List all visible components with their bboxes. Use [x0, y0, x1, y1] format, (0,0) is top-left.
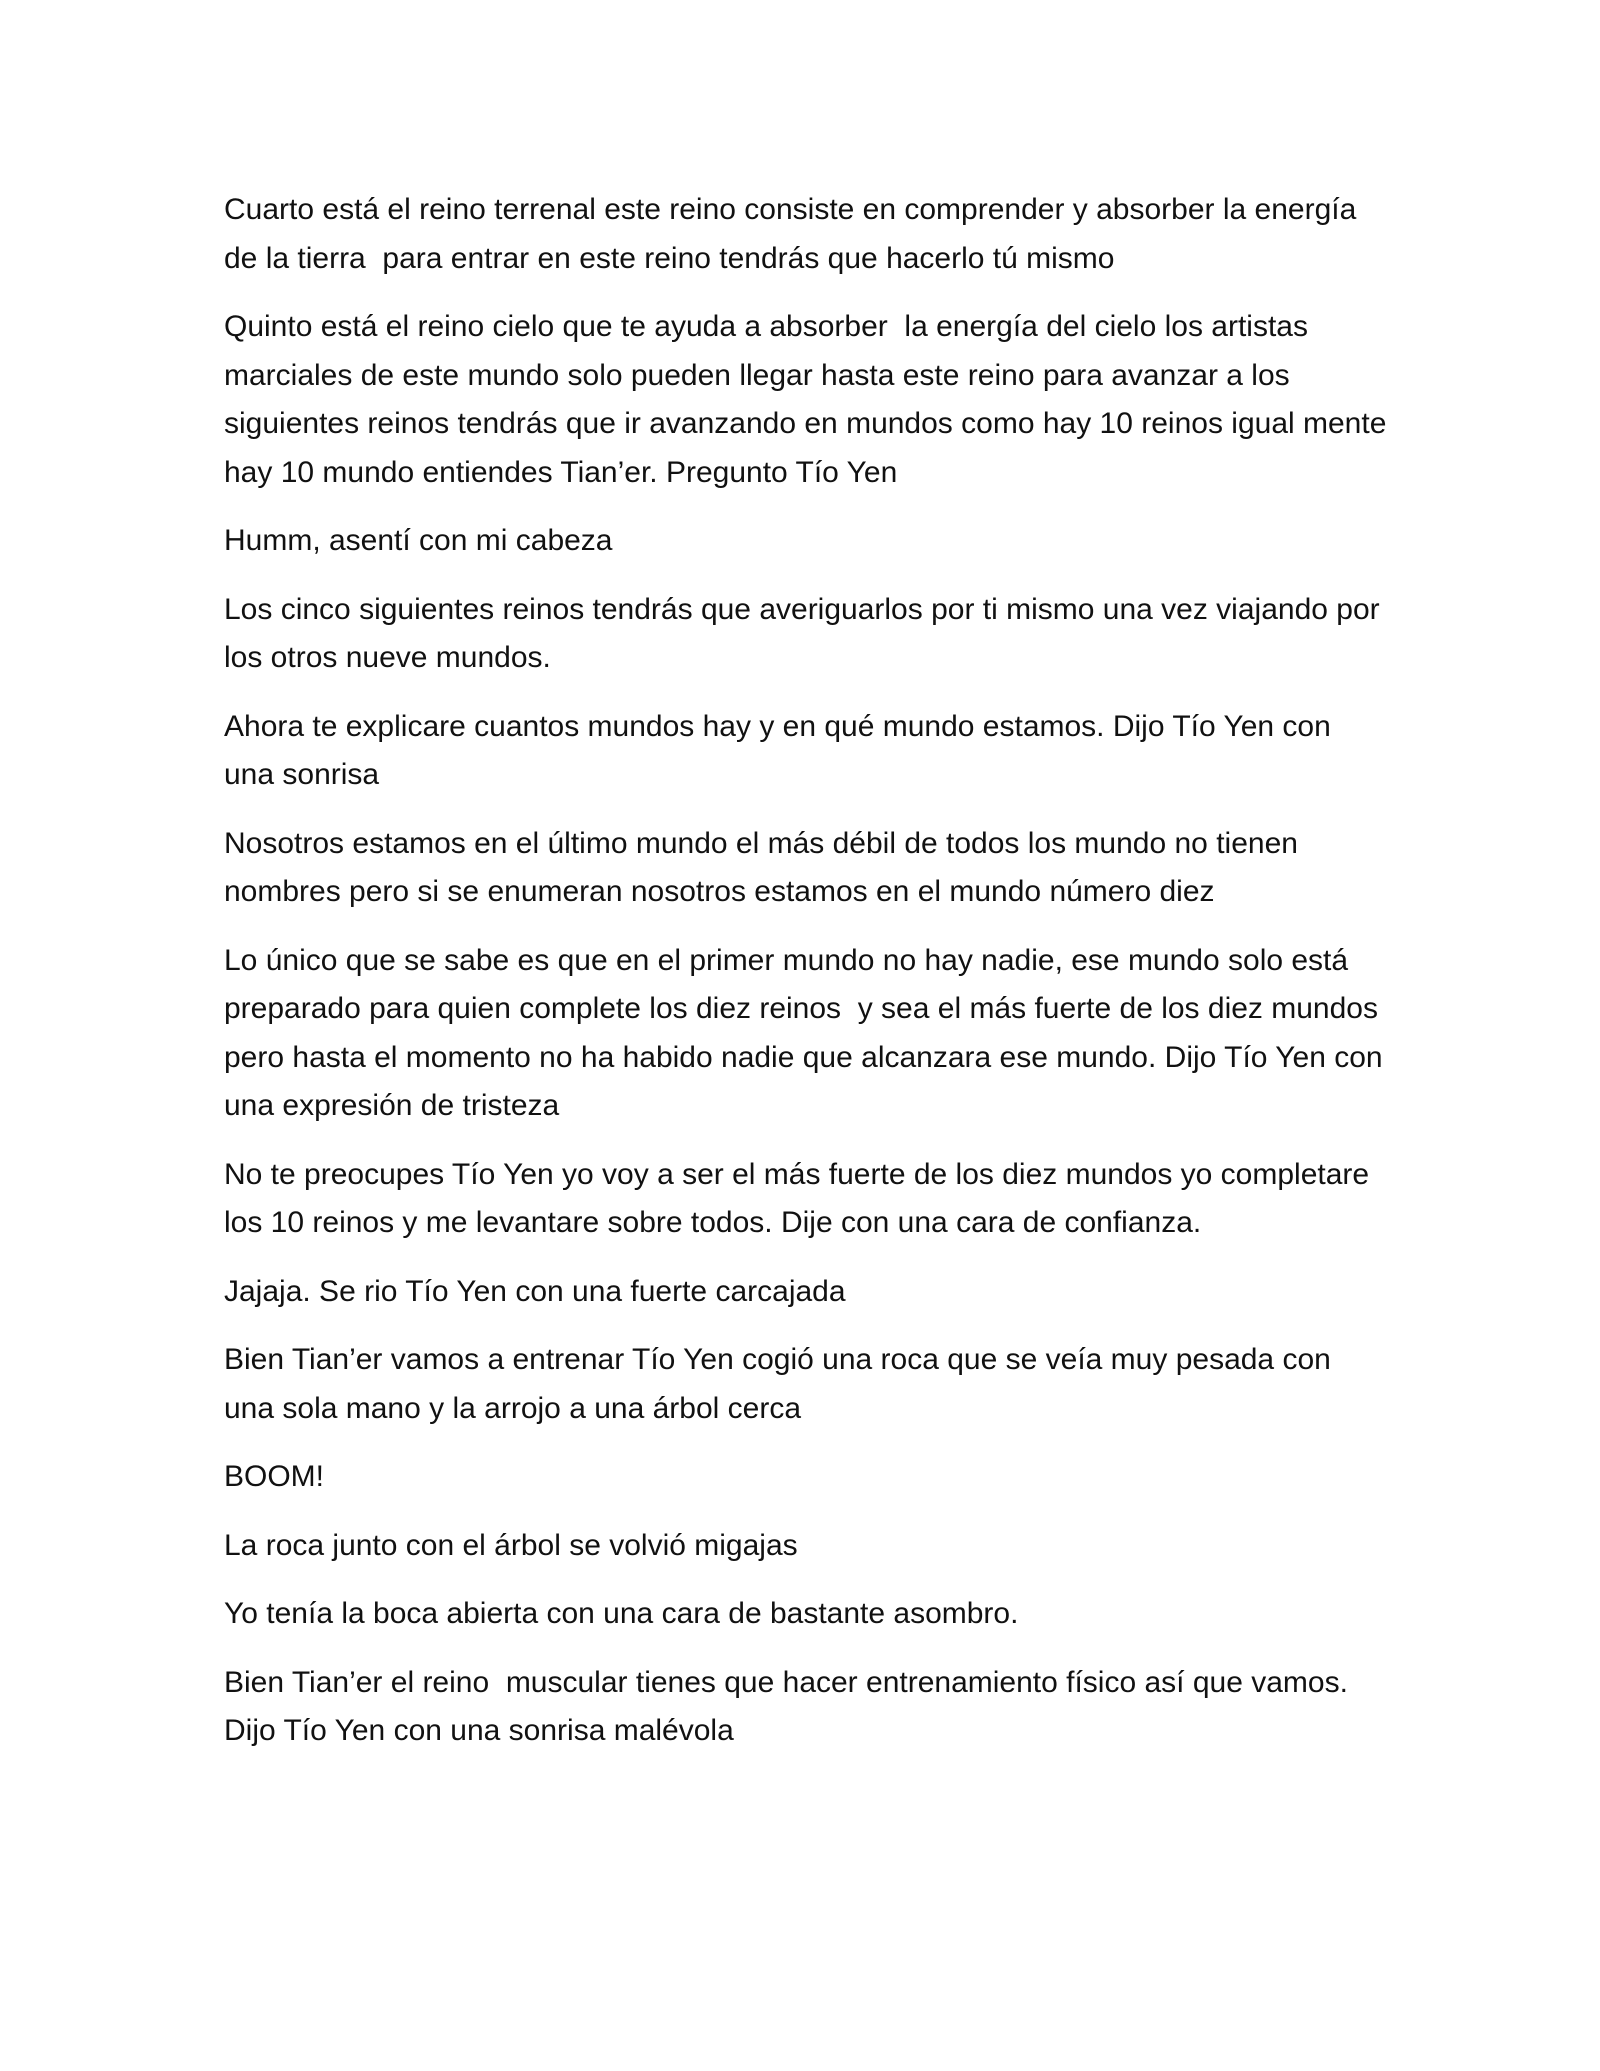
paragraph-6: Nosotros estamos en el último mundo el más débil de todos los mundo no tienen nombres pero si se enumeran nosotros estamos en el mundo número diez [224, 826, 1307, 908]
paragraph-11: BOOM! [224, 1460, 325, 1493]
paragraph-12: La roca junto con el árbol se volvió migajas [224, 1528, 798, 1562]
paragraph-7: Lo único que se sabe es que en el primer mundo no hay nadie, ese mundo solo está preparado para quien complete los diez reinos y sea el más fuerte de los diez mundos pero hasta el momento no ha habido nadie que alcanzara ese mundo. Dijo Tío Yen con una expresión de tristeza [224, 943, 1391, 1122]
paragraph-9: Jajaja. Se rio Tío Yen con una fuerte carcajada [224, 1274, 846, 1308]
document-body [224, 186, 1395, 1776]
paragraph-5: Ahora te explicare cuantos mundos hay y en qué mundo estamos. Dijo Tío Yen con una sonrisa [224, 709, 1340, 791]
paragraph-3: Humm, asentí con mi cabeza [224, 524, 613, 557]
paragraph-14: Bien Tian’er el reino muscular tienes que hacer entrenamiento físico así que vamos. Dijo Tío Yen con una sonrisa malévola [224, 1665, 1357, 1747]
paragraph-1: Cuarto está el reino terrenal este reino consiste en comprender y absorber la energía de la tierra para entrar en este reino tendrás que hacerlo tú mismo [224, 193, 1365, 275]
paragraph-13: Yo tenía la boca abierta con una cara de bastante asombro. [224, 1597, 1019, 1630]
paragraph-8: No te preocupes Tío Yen yo voy a ser el más fuerte de los diez mundos yo completare los 10 reinos y me levantare sobre todos. Dije con una cara de confianza. [224, 1157, 1378, 1239]
paragraph-2: Quinto está el reino cielo que te ayuda a absorber la energía del cielo los artistas marciales de este mundo solo pueden llegar hasta este reino para avanzar a los siguientes reinos tendrás que ir avanzando en mundos como hay 10 reinos igual mente hay 10 mundo entiendes Tian’er. Pregunto Tío Yen [224, 310, 1395, 489]
paragraph-4: Los cinco siguientes reinos tendrás que averiguarlos por ti mismo una vez viajando por los otros nueve mundos. [224, 592, 1388, 674]
paragraph-10: Bien Tian’er vamos a entrenar Tío Yen cogió una roca que se veía muy pesada con una sola mano y la arrojo a una árbol cerca [224, 1343, 1340, 1425]
